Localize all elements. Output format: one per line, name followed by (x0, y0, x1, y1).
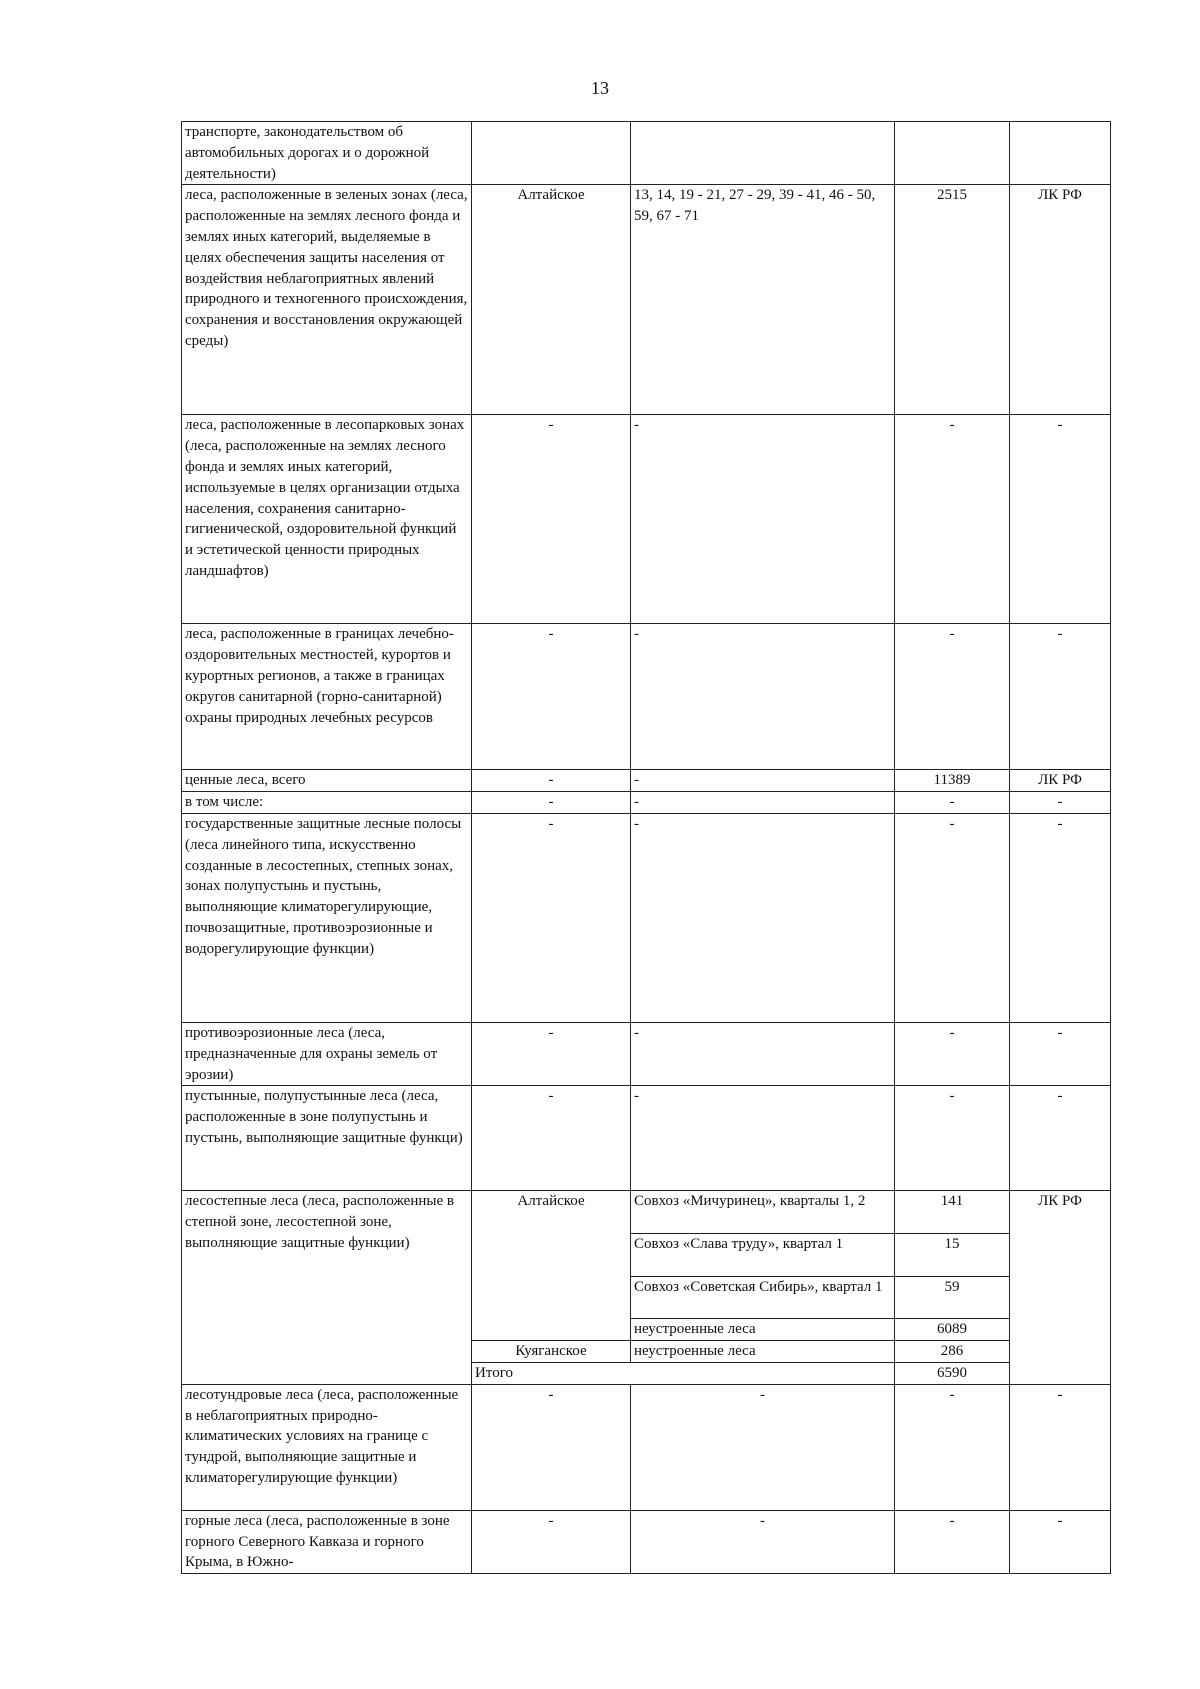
forestry-cell: - (472, 1384, 631, 1510)
quarters-cell: Совхоз «Слава труду», квартал 1 (631, 1234, 895, 1277)
category-cell: в том числе: (182, 792, 472, 814)
basis-cell: ЛК РФ (1010, 185, 1111, 415)
area-cell: - (895, 1510, 1010, 1573)
table-row (182, 813, 1111, 1022)
quarters-cell: - (631, 792, 895, 814)
area-cell: 286 (895, 1341, 1010, 1363)
basis-cell: - (1010, 415, 1111, 624)
area-cell: - (895, 792, 1010, 814)
basis-cell: ЛК РФ (1010, 1191, 1111, 1384)
quarters-cell: - (631, 415, 895, 624)
quarters-cell: - (631, 1384, 895, 1510)
basis-cell: - (1010, 1510, 1111, 1573)
quarters-cell: - (631, 1086, 895, 1191)
total-area-cell: 6590 (895, 1362, 1010, 1384)
area-cell: - (895, 1384, 1010, 1510)
table-row (182, 1510, 1111, 1573)
area-cell: 11389 (895, 770, 1010, 792)
basis-cell (1010, 122, 1111, 185)
forestry-cell: - (472, 415, 631, 624)
category-cell: противоэрозионные леса (леса, предназначенные для охраны земель от эрозии) (182, 1022, 472, 1085)
area-cell: - (895, 1022, 1010, 1085)
total-label-cell: Итого (472, 1362, 895, 1384)
quarters-cell: - (631, 624, 895, 770)
forestry-cell: - (472, 1022, 631, 1085)
category-cell: леса, расположенные в границах лечебно-оздоровительных местностей, курортов и курортных регионов, а также в границах округов санитарной (горно-санитарной) охраны природных лечебных ресурсов (182, 624, 472, 770)
forestry-cell: - (472, 792, 631, 814)
quarters-cell: неустроенные леса (631, 1341, 895, 1363)
basis-cell: - (1010, 813, 1111, 1022)
quarters-cell: Совхоз «Советская Сибирь», квартал 1 (631, 1277, 895, 1319)
table-row (182, 1022, 1111, 1085)
table-row (182, 122, 1111, 185)
area-cell: 15 (895, 1234, 1010, 1277)
forestry-cell: - (472, 624, 631, 770)
forestry-cell: - (472, 813, 631, 1022)
quarters-cell: Совхоз «Мичуринец», кварталы 1, 2 (631, 1191, 895, 1234)
table-row (182, 1384, 1111, 1510)
quarters-cell: - (631, 1510, 895, 1573)
quarters-cell: - (631, 1022, 895, 1085)
area-cell (895, 122, 1010, 185)
area-cell: - (895, 813, 1010, 1022)
category-cell: ценные леса, всего (182, 770, 472, 792)
page-number: 13 (591, 78, 609, 98)
category-cell: пустынные, полупустынные леса (леса, расположенные в зоне полупустынь и пустынь, выполняющие защитные функци) (182, 1086, 472, 1191)
basis-cell: - (1010, 1022, 1111, 1085)
table-row (182, 624, 1111, 770)
category-cell: горные леса (леса, расположенные в зоне горного Северного Кавказа и горного Крыма, в Южно- (182, 1510, 472, 1573)
forestry-cell: - (472, 1086, 631, 1191)
basis-cell: - (1010, 624, 1111, 770)
area-cell: 141 (895, 1191, 1010, 1234)
forestry-cell: Алтайское (472, 185, 631, 415)
area-cell: 2515 (895, 185, 1010, 415)
area-cell: - (895, 624, 1010, 770)
basis-cell: - (1010, 1086, 1111, 1191)
area-cell: - (895, 1086, 1010, 1191)
area-cell: 59 (895, 1277, 1010, 1319)
forestry-cell: Куяганское (472, 1341, 631, 1363)
forestry-cell: - (472, 770, 631, 792)
basis-cell: - (1010, 1384, 1111, 1510)
table-row (182, 415, 1111, 624)
table-row (182, 1086, 1111, 1191)
forestry-cell: Алтайское (472, 1191, 631, 1341)
quarters-cell: - (631, 813, 895, 1022)
table-row (182, 1191, 1111, 1234)
category-cell: лесотундровые леса (леса, расположенные в неблагоприятных природно-климатических условиях на границе с тундрой, выполняющие защитные и климаторегулирующие функции) (182, 1384, 472, 1510)
category-cell: леса, расположенные в зеленых зонах (леса, расположенные на землях лесного фонда и землях иных категорий, выделяемые в целях обеспечения защиты населения от воздействия неблагоприятных явлений природного и техногенного происхождения, сохранения и восстановления окружающей среды) (182, 185, 472, 415)
quarters-cell: неустроенные леса (631, 1319, 895, 1341)
quarters-cell: 13, 14, 19 - 21, 27 - 29, 39 - 41, 46 - 50, 59, 67 - 71 (631, 185, 895, 415)
category-cell: транспорте, законодательством об автомобильных дорогах и о дорожной деятельности) (182, 122, 472, 185)
basis-cell: - (1010, 792, 1111, 814)
category-cell: лесостепные леса (леса, расположенные в степной зоне, лесостепной зоне, выполняющие защитные функции) (182, 1191, 472, 1384)
forestry-cell: - (472, 1510, 631, 1573)
area-cell: 6089 (895, 1319, 1010, 1341)
forestry-cell (472, 122, 631, 185)
category-cell: государственные защитные лесные полосы (леса линейного типа, искусственно созданные в лесостепных, степных зонах, зонах полупустынь и пустынь, выполняющие климаторегулирующие, почвозащитные, противоэрозионные и водорегулирующие функции) (182, 813, 472, 1022)
table-row (182, 770, 1111, 792)
table-row (182, 792, 1111, 814)
quarters-cell: - (631, 770, 895, 792)
quarters-cell (631, 122, 895, 185)
category-cell: леса, расположенные в лесопарковых зонах (леса, расположенные на землях лесного фонда и землях иных категорий, используемые в целях организации отдыха населения, сохранения санитарно-гигиенической, оздоровительной функций и эстетической ценности природных ландшафтов) (182, 415, 472, 624)
table-row (182, 185, 1111, 415)
area-cell: - (895, 415, 1010, 624)
basis-cell: ЛК РФ (1010, 770, 1111, 792)
protective-forests-table (181, 121, 1111, 1574)
